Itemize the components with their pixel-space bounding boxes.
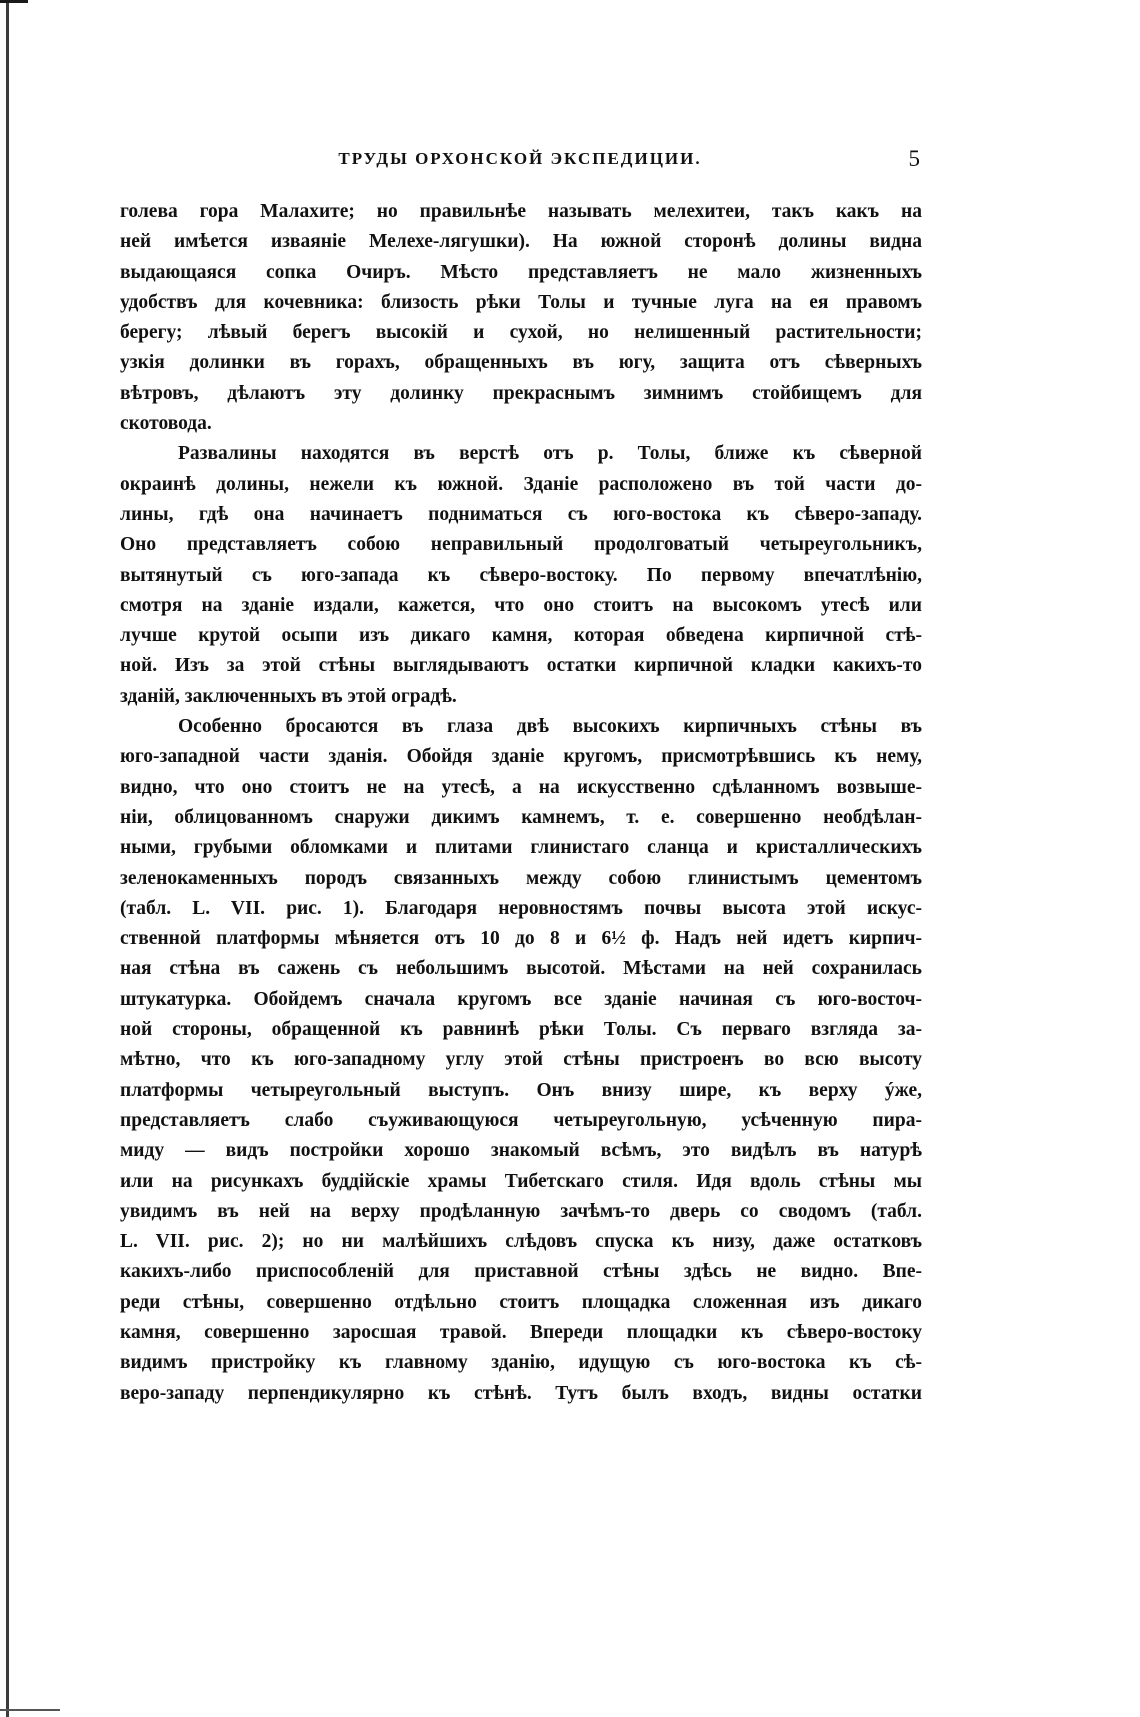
paragraph-2 bbox=[120, 439, 922, 712]
text-line: лучше крутой осыпи изъ дикаго камня, которая обведена кирпичной стѣ- bbox=[120, 625, 922, 647]
text-line: голева гора Малахите; но правильнѣе называть мелехитеи, такъ какъ на bbox=[120, 201, 922, 222]
text-line: какихъ-либо приспособленій для приставной стѣны здѣсь не видно. Впе- bbox=[120, 1261, 922, 1283]
text-line: Оно представляетъ собою неправильный продолговатый четыреугольникъ, bbox=[120, 534, 922, 556]
text-line: узкія долинки въ горахъ, обращенныхъ въ югу, защита отъ сѣверныхъ bbox=[120, 352, 922, 374]
scan-edge-top bbox=[0, 0, 28, 3]
text-line: вѣтровъ, дѣлаютъ эту долинку прекраснымъ зимнимъ стойбищемъ для bbox=[120, 382, 922, 404]
text-line: ніи, облицованномъ снаружи дикимъ камнемъ, т. е. совершенно необдѣлан- bbox=[120, 806, 922, 828]
text-line: мѣтно, что къ юго-западному углу этой стѣны пристроенъ во всю высоту bbox=[120, 1049, 922, 1071]
text-line: ней имѣется изваяніе Мелехе-лягушки). На южной сторонѣ долины видна bbox=[120, 231, 922, 253]
text-line: или на рисункахъ буддійскіе храмы Тибетскаго стиля. Идя вдоль стѣны мы bbox=[120, 1170, 922, 1192]
body-text bbox=[120, 197, 922, 1409]
text-line: миду — видъ постройки хорошо знакомый всѣмъ, это видѣлъ въ натурѣ bbox=[120, 1140, 922, 1162]
scan-edge-bottom bbox=[0, 1709, 60, 1711]
text-line: удобствъ для кочевника: близость рѣки Толы и тучные луга на ея правомъ bbox=[120, 291, 922, 313]
running-title: ТРУДЫ ОРХОНСКОЙ ЭКСПЕДИЦИИ. bbox=[338, 149, 702, 168]
text-line: скотовода. bbox=[120, 413, 212, 435]
text-line: юго-западной части зданія. Обойдя зданіе кругомъ, присмотрѣвшись къ нему, bbox=[120, 746, 922, 768]
text-line: лины, гдѣ она начинаетъ подниматься съ юго-востока къ сѣверо-западу. bbox=[120, 503, 922, 525]
text-line: выдающаяся сопка Очиръ. Мѣсто представляетъ не мало жизненныхъ bbox=[120, 261, 922, 283]
text-line: штукатурка. Обойдемъ сначала кругомъ все зданіе начиная съ юго-восточ- bbox=[120, 988, 922, 1010]
text-line: зданій, заключенныхъ въ этой оградѣ. bbox=[120, 685, 457, 707]
text-line: вытянутый съ юго-запада къ сѣверо-востоку. По первому впечатлѣнію, bbox=[120, 564, 922, 586]
text-line: ной. Изъ за этой стѣны выглядываютъ остатки кирпичной кладки какихъ-то bbox=[120, 655, 922, 677]
text-line: ными, грубыми обломками и плитами глинистаго сланца и кристаллическихъ bbox=[120, 837, 922, 859]
text-line: веро-западу перпендикулярно къ стѣнѣ. Тутъ былъ входъ, видны остатки bbox=[120, 1382, 922, 1404]
text-line: (табл. L. VII. рис. 1). Благодаря неровностямъ почвы высота этой искус- bbox=[120, 897, 922, 919]
text-line: реди стѣны, совершенно отдѣльно стоитъ площадка сложенная изъ дикаго bbox=[120, 1291, 922, 1313]
page-number: 5 bbox=[908, 146, 920, 171]
text-line: L. VII. рис. 2); но ни малѣйшихъ слѣдовъ спуска къ низу, даже остатковъ bbox=[120, 1231, 922, 1253]
paragraph-3 bbox=[120, 712, 922, 1409]
text-line: камня, совершенно заросшая травой. Впереди площадки къ сѣверо-востоку bbox=[120, 1321, 922, 1343]
text-line: ная стѣна въ сажень съ небольшимъ высотой. Мѣстами на ней сохранилась bbox=[120, 958, 922, 980]
text-line: ной стороны, обращенной къ равнинѣ рѣки Толы. Съ перваго взгляда за- bbox=[120, 1019, 922, 1041]
text-line: Развалины находятся въ верстѣ отъ р. Толы, ближе къ сѣверной bbox=[178, 443, 922, 465]
text-line: окраинѣ долины, нежели къ южной. Зданіе расположено въ той части до- bbox=[120, 473, 922, 495]
text-line: видно, что оно стоитъ не на утесѣ, а на искусственно сдѣланномъ возвыше- bbox=[120, 776, 922, 798]
text-line: Особенно бросаются въ глаза двѣ высокихъ кирпичныхъ стѣны въ bbox=[178, 716, 922, 738]
text-line: видимъ пристройку къ главному зданію, идущую съ юго-востока къ сѣ- bbox=[120, 1352, 922, 1374]
running-head bbox=[120, 144, 920, 174]
text-line: увидимъ въ ней на верху продѣланную зачѣмъ-то дверь со сводомъ (табл. bbox=[120, 1200, 922, 1222]
text-line: смотря на зданіе издали, кажется, что оно стоитъ на высокомъ утесѣ или bbox=[120, 594, 922, 616]
scan-edge-left bbox=[6, 0, 9, 1717]
text-line: представляетъ слабо съуживающуюся четыреугольную, усѣченную пира- bbox=[120, 1109, 922, 1131]
paragraph-1 bbox=[120, 197, 922, 439]
text-line: берегу; лѣвый берегъ высокій и сухой, но нелишенный растительности; bbox=[120, 322, 922, 344]
text-line: платформы четыреугольный выступъ. Онъ внизу шире, къ верху ýже, bbox=[120, 1079, 922, 1101]
text-line: зеленокаменныхъ породъ связанныхъ между собою глинистымъ цементомъ bbox=[120, 867, 922, 889]
text-line: ственной платформы мѣняется отъ 10 до 8 и 6½ ф. Надъ ней идетъ кирпич- bbox=[120, 928, 922, 950]
